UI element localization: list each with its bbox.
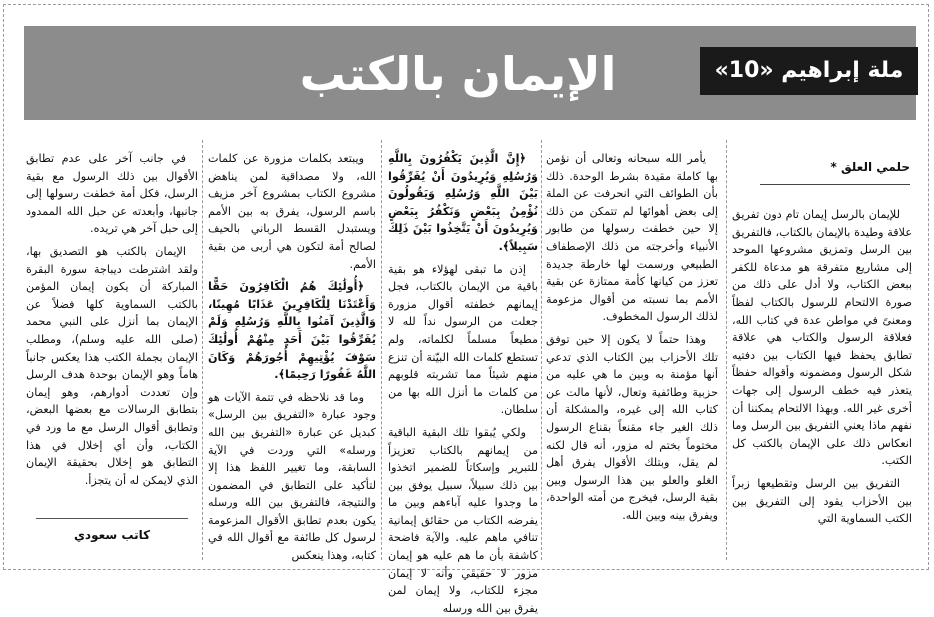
column-divider <box>541 140 542 560</box>
paragraph: للإيمان بالرسل إيمان تام دون تفريق علاقة وطيدة بالإيمان بالكتاب، فالتفريق بين الرسل وتمزيق مشروعها الموحد إلى مشاريع متفرقة هو مدعاة للكفر ببعض الكتاب، ولا أدل على ذلك من صورة الالتحام للرسول بالكتاب لفظاً ومعنىً في مواطن عدة في كتاب الله، فعلاقة الرسول والكتاب هي علاقة تطابق يحفظ فيها الكتاب بين دفتيه شكل الرسول ومضمونه وأقواله حفظاً يتعذر فيه خطف الرسول إلى جهات أخرى غير الله. وبهذا الالتحام يمكننا أن نفهم ماذا يعني التفريق بين الرسل وما انعكاس ذلك على الإيمان بالكتب كل الكتب. <box>732 208 912 468</box>
quran-verse: ﴿أُولَٰئِكَ هُمُ الْكَافِرُونَ حَقًّا وَأَعْتَدْنَا لِلْكَافِرِينَ عَذَابًا مُهِينًا، وَالَّذِينَ آمَنُوا بِاللَّهِ وَرُسُلِهِ وَلَمْ يُفَرِّقُوا بَيْنَ أَحَدٍ مِنْهُمْ أُولَٰئِكَ سَوْفَ يُؤْتِيهِمْ أُجُورَهُمْ وَكَانَ اللَّهُ غَفُورًا رَحِيمًا﴾. <box>208 280 376 382</box>
paragraph: وهذا حتماً لا يكون إلا حين توفق تلك الأحزاب بين الكتاب الذي تدعي أنها مؤمنة به وبين ما هي عليه من حزبية وطائفية وتعال، لأنها مالت عن كتاب الله إلى غيره، والمشكلة أن ذلك الغير جاء مقنعاً بقناع الرسول مختوماً بختم له مزور، أنه قال لكنه لم يقل، وبتلك الأقوال يفرق أهل الغلو والعلو بين هذا الرسول وبين بقية الرسل، فيخرج من أمته الواحدة، ويفرق بينه وبين الله. <box>546 332 718 522</box>
series-title-box: ملة إبراهيم «10» <box>700 47 918 95</box>
quran-verse: ﴿إِنَّ الَّذِينَ يَكْفُرُونَ بِاللَّهِ وَرُسُلِهِ وَيُرِيدُونَ أَنْ يُفَرِّقُوا بَيْنَ اللَّهِ وَرُسُلِهِ وَيَقُولُونَ نُؤْمِنُ بِبَعْضٍ وَنَكْفُرُ بِبَعْضٍ وَيُرِيدُونَ أَنْ يَتَّخِذُوا بَيْنَ ذَلِكَ سَبِيلاً﴾. <box>388 152 538 253</box>
column-divider <box>726 140 727 560</box>
paragraph: يأمر الله سبحانه وتعالى أن نؤمن بها كاملة مقيدة بشرط الوحدة. ذلك بأن الطوائف التي انحرفت عن الملة إلى بعض أهوائها لم تتمكن من ذلك إلا حين خطفت رسولها من طابور الأنبياء وأخرجته من ذلك الإصطفاف الطبيعي ورسمت لها خارطة جديدة تعزز من كيانها كأمة ممتازة عن بقية الأمم بما نسبته من أقوال مزعومة لذلك الرسول المخطوف. <box>546 152 718 324</box>
column-1 <box>732 206 912 558</box>
article-title: الإيمان بالكتب <box>299 47 617 101</box>
paragraph: التفريق بين الرسل وتقطيعها زبراً بين الأحزاب يقود إلى التفريق بين الكتب السماوية التي <box>732 476 912 526</box>
paragraph: في جانب آخر على عدم تطابق الأقوال بين ذلك الرسول مع بقية الرسل، فكل أمة خطفت رسولها إلى جانبها، وأبعدته عن حبل الله الممدود إلى حبل آخر هي تريده. <box>26 152 198 236</box>
column-3 <box>388 150 538 615</box>
byline-rule <box>760 184 910 185</box>
column-2 <box>546 150 718 560</box>
column-4 <box>208 150 376 563</box>
paragraph: إذن ما تبقى لهؤلاء هو بقية باقية من الإيمان بالكتاب، فجل إيمانهم خطفته أقوال مزورة جعلت من الرسول نداً لله لا مطيعاً مسلماً لكلماته، ولم تستطع كلمات الله البيّنة أن تنزع منهم شيئاً مما تشربته قلوبهم من كلمات ما أنزل الله بها من سلطان. <box>388 262 538 417</box>
paragraph: وما قد نلاحظه في تتمة الآيات هو وجود عبارة «التفريق بين الرسل» كبديل عن عبارة «التفريق بين الله ورسله» التي وردت في الآية السابقة، وما تغيير اللفظ هذا إلا لتأكيد على التطابق في المضمون والنتيجة، فالتفريق بين الله ورسله يكون بعدم تطابق الأقوال المزعومة لرسول كل طائفة مع أقوال الله في كتابه، وهذا ينعكس <box>208 390 376 563</box>
paragraph: ويبتعد بكلمات مزورة عن كلمات الله، ولا مصداقية لمن يناهض مشروع الكتاب بمشروع آخر مزيف باسم الرسول، يفرق به بين الأمم ويستبدل القسط الرباني بالحيف لصالح أمة لتكون هي أربى من بقية الأمم. <box>208 152 376 271</box>
signature-rule <box>36 518 188 519</box>
author-signature: كاتب سعودي <box>73 528 151 542</box>
author-byline: حلمي العلق * <box>830 160 910 174</box>
column-divider <box>202 140 203 560</box>
column-5 <box>26 150 198 510</box>
paragraph: ولكي يُبقوا تلك البقية الباقية من إيمانهم بالكتاب تعزيزاً للتبرير وإسكاتاً للضمير اتخذوا بين ذلك سبيلاً، سبيل يوفق بين ما وجدوا عليه آباءهم وبين ما يفرضه الكتاب من حقائق إيمانية تنافي ماهم عليه. والآية فاضحة كاشفة بأن ما هم عليه هو إيمان مزور لا حقيقي وأنه لا إيمان مجزء للكتاب، ولا إيمان لمن يفرق بين الله ورسله <box>388 425 538 615</box>
column-divider <box>381 140 382 560</box>
paragraph: الإيمان بالكتب هو التصديق بها، ولقد اشترطت ديباجة سورة البقرة المباركة أن يكون إيمان المؤمن بالكتب السماوية كلها فضلاً عن الإيمان بما أنزل على النبي محمد (صلى الله عليه وسلم)، ومطلب الإيمان بجملة الكتب هذا يعكس جانباً هاماً وهو الإيمان بوحدة هدف الرسل وإن تعددت أدوارهم، وهو إيمان بتطابق الرسالات مع بعضها البعض، وتطابق أقوال الرسل مع ما ورد في الكتاب، وأن أي إخلال في هذا التطابق هو إخلال بحقيقة الإيمان الذي لايمكن له أن يتجزأ. <box>26 244 198 487</box>
